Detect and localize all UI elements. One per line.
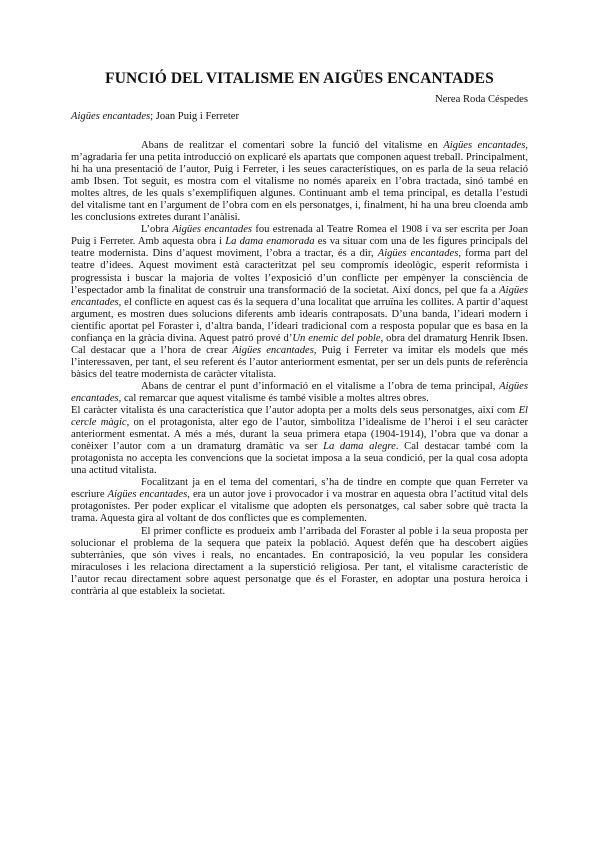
paragraph-3: Abans de centrar el punt d’informació en el vitalisme a l’obra de tema principal, Aigües encantades, cal remarcar que aquest vitalisme és també visible a moltes altres obres.: [71, 380, 528, 404]
document-body: [71, 140, 528, 598]
subtitle-author: ; Joan Puig i Ferreter: [150, 111, 239, 122]
paragraph-1: Abans de realitzar el comentari sobre la funció del vitalisme en Aigües encantades, m’agradaria fer una petita introducció on explicaré els apartats que componen aquest treball. Principalment, hi ha una presentació de l’autor, Puig i Ferreter, i les seues característiques, on es parla de la seua relació amb Ibsen. Tot seguit, es mostra com el vitalisme no només apareix en l’obra tractada, sinó també en moltes altres, de les quals s’exemplifiquen algunes. Continuant amb el tema principal, es detalla l’estudi del vitalisme tant en l’argument de l’obra com en els personatges, i, finalment, hi ha una breu cloenda amb les conclusions extretes durant l’anàlisi.: [71, 140, 528, 224]
author-name: Nerea Roda Céspedes: [435, 94, 528, 105]
paragraph-5: Focalitzant ja en el tema del comentari, s’ha de tindre en compte que quan Ferreter va escriure Aigües encantades, era un autor jove i provocador i va mostrar en aquesta obra l’actitud vital dels protagonistes. Per poder explicar el vitalisme que adopten els personatges, cal saber sobre què tracta la trama. Aquesta gira al voltant de dos conflictes que es complementen.: [71, 477, 528, 525]
paragraph-6: El primer conflicte es produeix amb l’arribada del Foraster al poble i la seua proposta per solucionar el problema de la sequera que pateix la població. Aquest defén que ha descobert aigües subterrànies, que són vives i reals, no encantades. En contraposició, la veu popular les considera miraculoses i les relaciona directament a la superstició religiosa. Per tant, el vitalisme característic de l’autor recau directament sobre aquest personatge que és el Foraster, en adoptar una postura heroica i contrària al que estableix la societat.: [71, 525, 528, 597]
document-page: [71, 70, 528, 598]
document-title: FUNCIÓ DEL VITALISME EN AIGÜES ENCANTADES: [105, 70, 494, 87]
paragraph-4: El caràcter vitalista és una característica que l’autor adopta per a molts dels seus personatges, així com El cercle màgic, on el protagonista, alter ego de l’autor, simbolitza l’idealisme de l’heroi i el seu caràcter anteriorment esmentat. A més a més, durant la seua primera etapa (1904-1914), l’obra que va donar a conèixer l’autor com a un dramaturg dramàtic va ser La dama alegre. Cal destacar també com la protagonista no accepta les convencions que la societat imposa a la seua condició, per la qual cosa adopta una actitud vitalista.: [71, 405, 529, 477]
subtitle-work: Aigües encantades: [71, 111, 151, 122]
paragraph-2: L’obra Aigües encantades fou estrenada al Teatre Romea el 1908 i va ser escrita per Joan Puig i Ferreter. Amb aquesta obra i La dama enamorada es va situar com una de les figures principals del teatre modernista. Dins d’aquest moviment, l’obra a tractar, és a dir, Aigües encantades, forma part del teatre d’idees. Aquest moviment està caracteritzat pel seu compromís ideològic, esperit reformista i progressista i buscar la majoria de voltes l’exposició d’un conflicte per empènyer la consciència de l’espectador amb la finalitat de construir una transformació de la societat. Així doncs, pel que fa a Aigües encantades, el conflicte en aquest cas és la sequera d’una localitat que arruïna les collites. A partir d’aquest argument, es mostren dues solucions diferents amb idearis contraposats. D’una banda, l’ideari modern i científic aportat pel Foraster i, d’altra banda, l’ideari tradicional com a resposta popular que es basa en la confiança en la gràcia divina. Aquest patró prové d’Un enemic del poble, obra del dramaturg Henrik Ibsen. Cal destacar que a l’hora de crear Aigües encantades, Puig i Ferreter va imitar els models que més l’interessaven, per tant, el seu referent és l’autor anteriorment esmentat, per ser un dels punts de referència bàsics del teatre modernista de caràcter vitalista.: [71, 224, 529, 380]
document-subtitle: [71, 111, 528, 122]
